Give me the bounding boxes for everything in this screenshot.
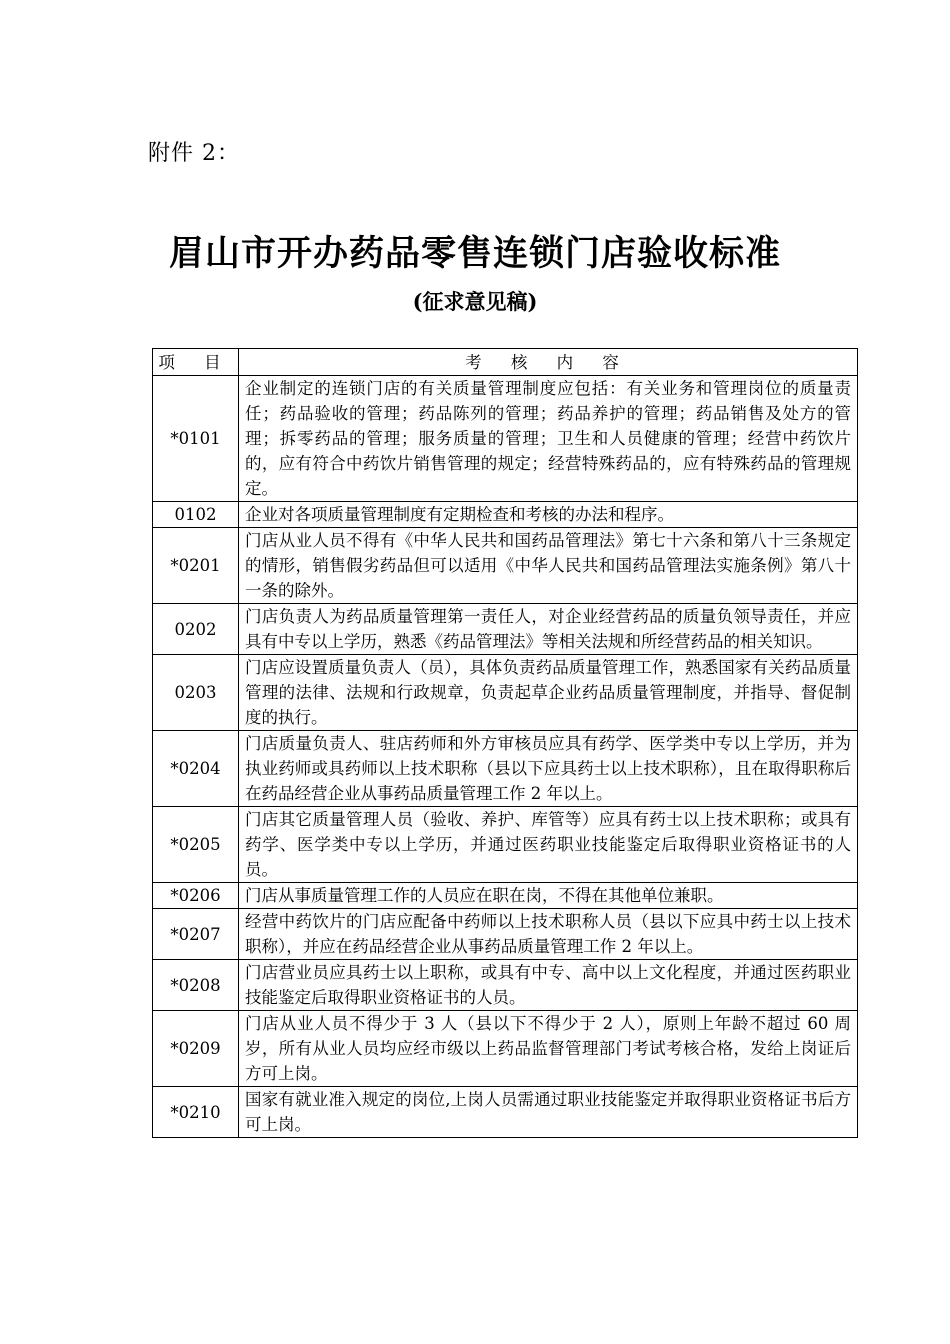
table-row bbox=[153, 604, 858, 655]
item-code: *0208 bbox=[153, 960, 239, 1011]
table-row bbox=[153, 376, 858, 502]
item-code: *0206 bbox=[153, 883, 239, 909]
attachment-label: 附件 2： bbox=[148, 141, 240, 166]
table-row bbox=[153, 655, 858, 731]
item-code: *0209 bbox=[153, 1011, 239, 1087]
table-row bbox=[153, 883, 858, 909]
standards-table bbox=[152, 348, 858, 1138]
table-header-row bbox=[153, 349, 858, 376]
item-content: 门店质量负责人、驻店药师和外方审核员应具有药学、医学类中专以上学历，并为执业药师或具药师以上技术职称（县以下应具药士以上技术职称），且在取得职称后在药品经营企业从事药品质量管理工作 2 年以上。 bbox=[239, 731, 858, 807]
item-content: 经营中药饮片的门店应配备中药师以上技术职称人员（县以下应具中药士以上技术职称），并应在药品经营企业从事药品质量管理工作 2 年以上。 bbox=[239, 909, 858, 960]
item-content: 国家有就业准入规定的岗位,上岗人员需通过职业技能鉴定并取得职业资格证书后方可上岗。 bbox=[239, 1087, 858, 1138]
item-content: 门店负责人为药品质量管理第一责任人，对企业经营药品的质量负领导责任，并应具有中专以上学历，熟悉《药品管理法》等相关法规和所经营药品的相关知识。 bbox=[239, 604, 858, 655]
item-code: *0204 bbox=[153, 731, 239, 807]
item-code: 0202 bbox=[153, 604, 239, 655]
header-content: 考 核 内 容 bbox=[239, 349, 858, 376]
table-row bbox=[153, 528, 858, 604]
item-content: 企业对各项质量管理制度有定期检查和考核的办法和程序。 bbox=[239, 502, 858, 528]
item-code: 0203 bbox=[153, 655, 239, 731]
item-code: *0101 bbox=[153, 376, 239, 502]
table-row bbox=[153, 807, 858, 883]
item-code: *0207 bbox=[153, 909, 239, 960]
item-content: 门店营业员应具药士以上职称，或具有中专、高中以上文化程度，并通过医药职业技能鉴定后取得职业资格证书的人员。 bbox=[239, 960, 858, 1011]
item-code: *0205 bbox=[153, 807, 239, 883]
item-code: 0102 bbox=[153, 502, 239, 528]
table-row bbox=[153, 909, 858, 960]
item-code: *0201 bbox=[153, 528, 239, 604]
item-content: 门店从业人员不得有《中华人民共和国药品管理法》第七十六条和第八十三条规定的情形，销售假劣药品但可以适用《中华人民共和国药品管理法实施条例》第八十一条的除外。 bbox=[239, 528, 858, 604]
item-content: 企业制定的连锁门店的有关质量管理制度应包括：有关业务和管理岗位的质量责任；药品验收的管理；药品陈列的管理；药品养护的管理；药品销售及处方的管理；拆零药品的管理；服务质量的管理；卫生和人员健康的管理；经营中药饮片的，应有符合中药饮片销售管理的规定；经营特殊药品的，应有特殊药品的管理规定。 bbox=[239, 376, 858, 502]
document-title: 眉山市开办药品零售连锁门店验收标准 bbox=[168, 233, 781, 274]
item-content: 门店应设置质量负责人（员），具体负责药品质量管理工作，熟悉国家有关药品质量管理的法律、法规和行政规章，负责起草企业药品质量管理制度，并指导、督促制度的执行。 bbox=[239, 655, 858, 731]
table-row bbox=[153, 1087, 858, 1138]
table-row bbox=[153, 960, 858, 1011]
table-row bbox=[153, 502, 858, 528]
item-content: 门店从事质量管理工作的人员应在职在岗，不得在其他单位兼职。 bbox=[239, 883, 858, 909]
document-subtitle: (征求意见稿) bbox=[412, 289, 538, 314]
table-row bbox=[153, 731, 858, 807]
table-row bbox=[153, 1011, 858, 1087]
item-content: 门店其它质量管理人员（验收、养护、库管等）应具有药士以上技术职称；或具有药学、医学类中专以上学历，并通过医药职业技能鉴定后取得职业资格证书的人员。 bbox=[239, 807, 858, 883]
item-code: *0210 bbox=[153, 1087, 239, 1138]
item-content: 门店从业人员不得少于 3 人（县以下不得少于 2 人），原则上年龄不超过 60 周岁，所有从业人员均应经市级以上药品监督管理部门考试考核合格，发给上岗证后方可上岗。 bbox=[239, 1011, 858, 1087]
header-item: 项 目 bbox=[153, 349, 239, 376]
